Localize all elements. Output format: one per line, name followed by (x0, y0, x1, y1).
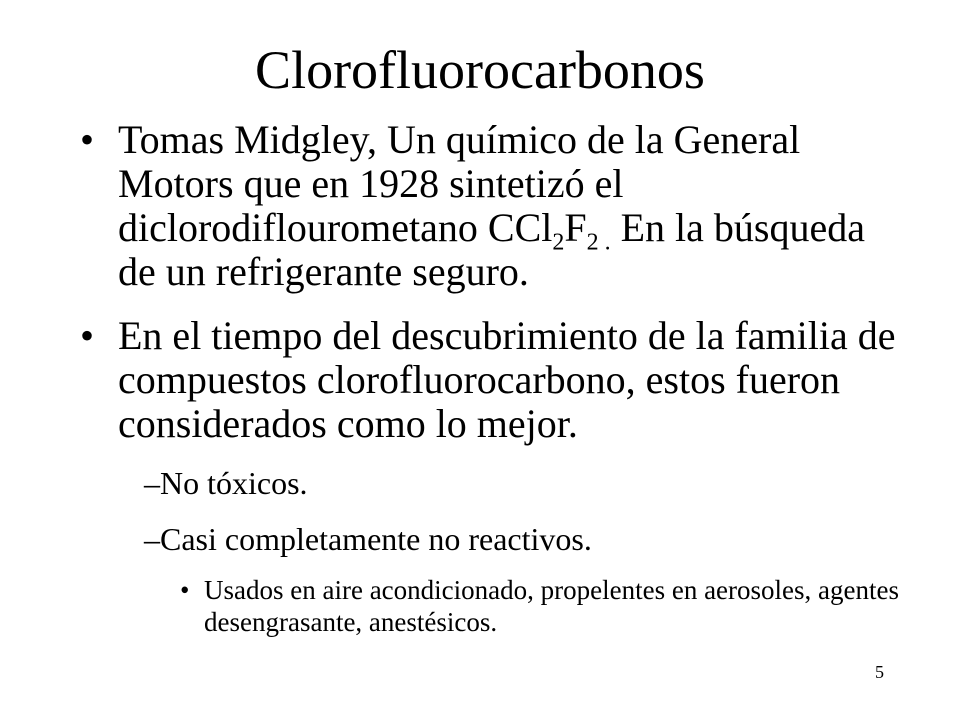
page-number: 5 (875, 662, 884, 682)
slide-body (80, 118, 900, 638)
subsubbullet-item-uses (80, 574, 900, 638)
bullet-item-midgley (80, 118, 900, 294)
subbullet-item-non-reactive (80, 520, 900, 558)
subscript: 2 . (586, 229, 611, 256)
dash-icon: – (144, 465, 160, 501)
subscript: 2 (552, 229, 565, 256)
dash-icon: – (144, 521, 160, 557)
subbullet-text: Casi completamente no reactivos. (160, 521, 592, 557)
subbullet-item-non-toxic (80, 464, 900, 502)
subsubbullet-text: Usados en aire acondicionado, propelentes en aerosoles, agentes desengrasante, anestésicos. (204, 575, 899, 637)
subbullet-text: No tóxicos. (160, 465, 308, 501)
bullet-text-part: En la búsqueda de un refrigerante seguro. (118, 205, 865, 294)
bullet-icon: • (80, 117, 95, 162)
slide-title: Clorofluorocarbonos (255, 40, 705, 100)
bullet-text-part: Tomas Midgley, Un químico de la General Motors que en 1928 sintetizó el diclorodiflourometano CCl (118, 117, 801, 250)
bullet-item-discovery (80, 314, 900, 446)
bullet-text: En el tiempo del descubrimiento de la familia de compuestos clorofluorocarbono, estos fueron considerados como lo mejor. (118, 313, 896, 446)
bullet-text-part: F (564, 205, 587, 250)
bullet-icon: • (80, 313, 95, 358)
bullet-icon: • (180, 575, 190, 605)
